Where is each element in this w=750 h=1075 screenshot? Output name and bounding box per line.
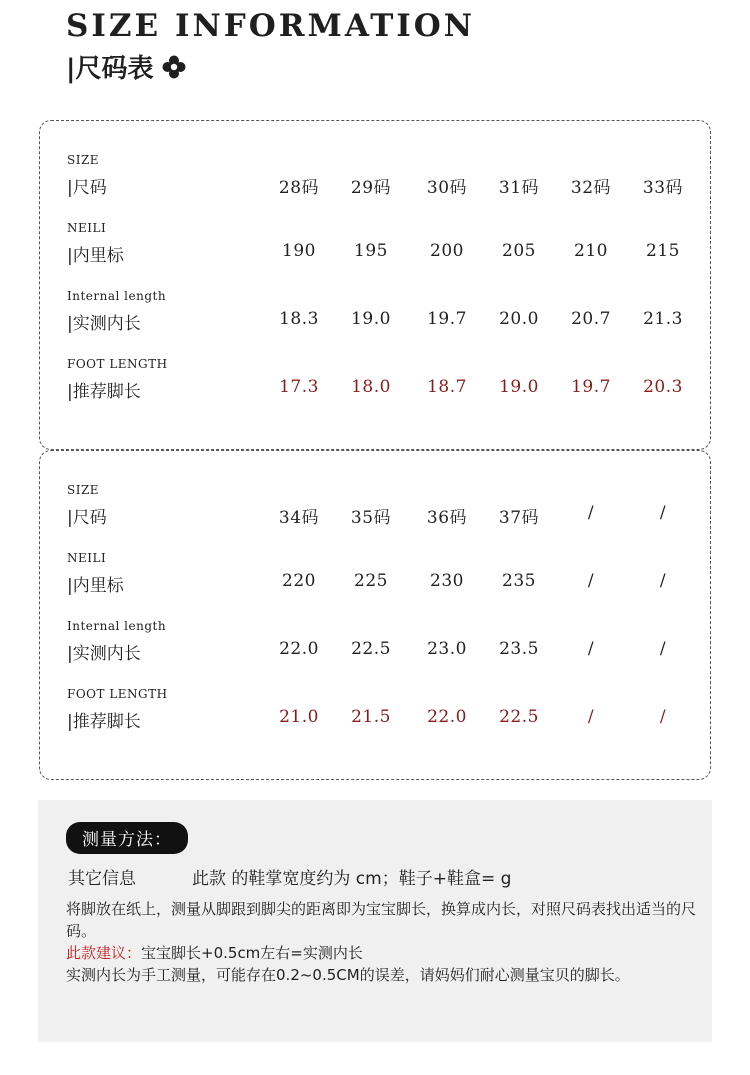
row-label-en: FOOT LENGTH <box>67 357 168 371</box>
table-cell: / <box>659 639 667 659</box>
row-label-cn: |推荐脚长 <box>67 382 141 402</box>
table-cell: 34码 <box>278 508 320 528</box>
size-table-1 <box>39 120 711 450</box>
size-row <box>40 153 710 213</box>
measure-instructions: 将脚放在纸上，测量从脚跟到脚尖的距离即为宝宝脚长，换算成内长，对照尺码表找出适当的尺码。 <box>66 900 697 940</box>
table-cell: 22.0 <box>279 639 319 659</box>
table-cell: 20.7 <box>571 309 611 329</box>
table-cell: 235 <box>502 571 536 591</box>
table-cell: 28码 <box>278 178 320 198</box>
row-label-en: NEILI <box>67 551 107 565</box>
row-label-en: NEILI <box>67 221 107 235</box>
advice-label: 此款建议： <box>66 944 142 962</box>
row-label-cn: |尺码 <box>67 508 107 528</box>
table-cell: 21.3 <box>643 309 683 329</box>
table-cell: 21.0 <box>279 707 319 727</box>
row-label-cn: |内里标 <box>67 576 124 596</box>
row-label-cn: |尺码 <box>67 178 107 198</box>
table-cell: 195 <box>354 241 388 261</box>
table-cell: 21.5 <box>351 707 391 727</box>
table-cell: / <box>659 707 667 727</box>
flower-icon <box>162 55 186 79</box>
row-label-cn: |实测内长 <box>67 644 141 664</box>
table-cell: / <box>587 571 595 591</box>
table-cell: 18.7 <box>427 377 467 397</box>
table-cell: 33码 <box>642 178 684 198</box>
other-info <box>68 864 511 889</box>
size-table-2 <box>39 450 711 780</box>
error-note: 实测内长为手工测量，可能存在0.2~0.5CM的误差，请妈妈们耐心测量宝贝的脚长。 <box>66 966 630 984</box>
size-row <box>40 483 710 543</box>
table-cell: 225 <box>354 571 388 591</box>
page-title-en: SIZE INFORMATION <box>66 8 476 44</box>
table-cell: / <box>659 571 667 591</box>
neili-row <box>40 551 710 611</box>
row-label-cn: |内里标 <box>67 246 124 266</box>
table-cell: 190 <box>282 241 316 261</box>
row-label-en: Internal length <box>67 619 167 633</box>
table-cell: 17.3 <box>279 377 319 397</box>
table-cell: 18.0 <box>351 377 391 397</box>
table-cell: 30码 <box>426 178 468 198</box>
table-cell: 20.3 <box>643 377 683 397</box>
table-cell: 36码 <box>426 508 468 528</box>
advice-text: 宝宝脚长+0.5cm左右=实测内长 <box>141 944 363 962</box>
row-label-en: Internal length <box>67 289 167 303</box>
row-label-cn: |推荐脚长 <box>67 712 141 732</box>
table-cell: 19.0 <box>499 377 539 397</box>
advice-line <box>66 942 706 964</box>
row-label-en: SIZE <box>67 153 100 167</box>
table-cell: 22.0 <box>427 707 467 727</box>
table-cell: 22.5 <box>499 707 539 727</box>
page-title-cn: |尺码表 <box>66 54 154 84</box>
table-cell: 19.0 <box>351 309 391 329</box>
table-cell: 205 <box>502 241 536 261</box>
measurement-notes <box>38 800 712 1042</box>
neili-row <box>40 221 710 281</box>
table-cell: 18.3 <box>279 309 319 329</box>
table-cell: / <box>587 503 595 523</box>
table-cell: 37码 <box>498 508 540 528</box>
row-label-cn: |实测内长 <box>67 314 141 334</box>
table-cell: / <box>659 503 667 523</box>
table-cell: / <box>587 639 595 659</box>
table-cell: 23.0 <box>427 639 467 659</box>
other-info-text: 此款 的鞋掌宽度约为 cm；鞋子+鞋盒= g <box>192 869 512 889</box>
table-cell: 31码 <box>498 178 540 198</box>
table-cell: 22.5 <box>351 639 391 659</box>
internal-length-row <box>40 619 710 679</box>
table-cell: 19.7 <box>427 309 467 329</box>
table-cell: 19.7 <box>571 377 611 397</box>
row-label-en: FOOT LENGTH <box>67 687 168 701</box>
foot-length-row <box>40 687 710 747</box>
table-cell: 35码 <box>350 508 392 528</box>
table-cell: 220 <box>282 571 316 591</box>
table-cell: / <box>587 707 595 727</box>
table-cell: 230 <box>430 571 464 591</box>
table-cell: 32码 <box>570 178 612 198</box>
method-label: 测量方法： <box>66 822 188 854</box>
internal-length-row <box>40 289 710 349</box>
table-cell: 200 <box>430 241 464 261</box>
table-cell: 20.0 <box>499 309 539 329</box>
table-cell: 210 <box>574 241 608 261</box>
other-info-label: 其它信息 <box>68 869 136 889</box>
row-label-en: SIZE <box>67 483 100 497</box>
page-title-cn-wrap <box>66 48 186 85</box>
table-cell: 215 <box>646 241 680 261</box>
foot-length-row <box>40 357 710 417</box>
table-cell: 23.5 <box>499 639 539 659</box>
table-cell: 29码 <box>350 178 392 198</box>
